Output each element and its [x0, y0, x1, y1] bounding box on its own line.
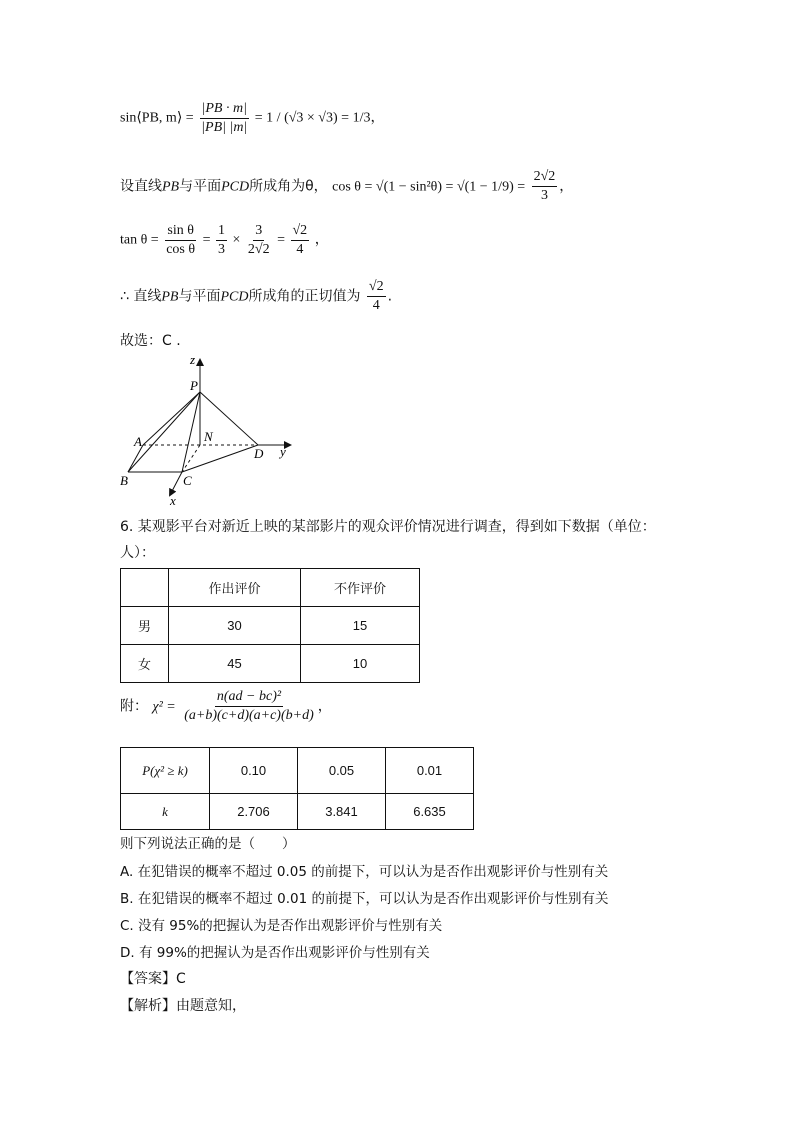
label-y: y [280, 444, 286, 459]
option-c: C. 没有 95%的把握认为是否作出观影评价与性别有关 [120, 918, 443, 934]
option-d: D. 有 99%的把握认为是否作出观影评价与性别有关 [120, 945, 430, 961]
label-z: z [190, 352, 196, 367]
chi-square-formula: 附： χ² = $\frac{\text{n(ad − bc)²}}{(a+b)(c+d)(a+c)(b+d)}$ ， [120, 689, 332, 723]
answer-choice-line: 故选：C . [120, 333, 181, 349]
x-axis [170, 472, 182, 495]
line-cos: 设直线PB与平面PCD所成角为θ， cos θ = √(1 − sin²θ) = √(1 − 1/9) = $\frac{2√2}{3}$ ， [120, 169, 574, 203]
answer-label: 【答案】C [120, 971, 186, 987]
option-a: A. 在犯错误的概率不超过 0.05 的前提下，可以认为是否作出观影评价与性别有关 [120, 864, 609, 880]
label-A: A [134, 434, 142, 449]
sin-fraction: $\frac{|PB \cdot m|}{|PB| |m|}$ [201, 101, 248, 135]
pyramid-figure [110, 352, 310, 507]
label-C: C [183, 473, 192, 488]
equation-sin: sin⟨PB, m⟩ = $\frac{|PB \cdot m|}{|PB| |m|}$ = 1 / (√3 × √3) = 1/3， [120, 101, 385, 135]
label-D: D [254, 446, 264, 461]
option-b: B. 在犯错误的概率不超过 0.01 的前提下，可以认为是否作出观影评价与性别有关 [120, 891, 609, 907]
question-6-line1: 6. 某观影平台对新近上映的某部影片的观众评价情况进行调查，得到如下数据（单位： [120, 519, 656, 535]
question-stem: 则下列说法正确的是（ ） [120, 836, 296, 852]
equation-tan: tan θ = $\frac{\text{sin θ}}{\text{cos θ}}$ = $\frac{1}{3}$ × $\frac{3}{2√2}$ = $\frac{√2}{4}$ ， [120, 223, 329, 257]
sin-lhs: sin⟨PB, m⟩ = [120, 110, 194, 126]
survey-table: 作出评价 不作评价 男 30 15 女 45 10 [120, 568, 420, 683]
label-x: x [170, 493, 176, 507]
label-B: B [120, 473, 128, 488]
critical-value-table: P(χ² ≥ k) 0.10 0.05 0.01 k 2.706 3.841 6.635 [120, 747, 474, 830]
line-tan-conclusion: ∴ 直线PB与平面PCD所成角的正切值为 $\frac{√2}{4}$ . [120, 279, 393, 313]
analysis-label: 【解析】由题意知， [120, 998, 246, 1014]
label-P: P [190, 378, 198, 393]
question-6-line2: 人）： [120, 545, 155, 561]
cos-value: $\frac{2√2}{3}$ [533, 169, 556, 203]
label-N: N [204, 429, 213, 444]
